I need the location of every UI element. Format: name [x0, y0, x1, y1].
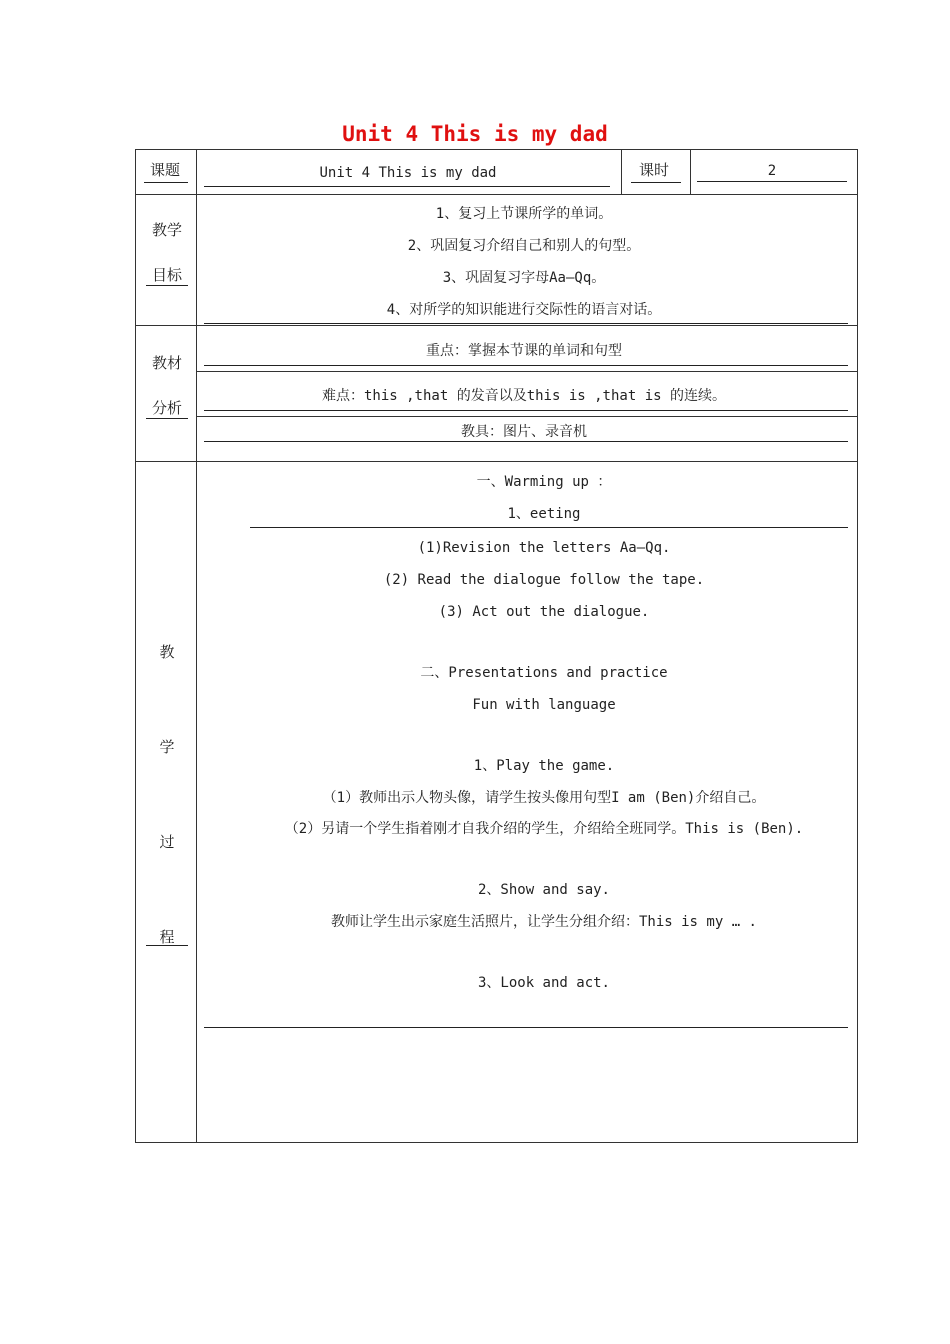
- process-line: 教师让学生出示家庭生活照片，让学生分组介绍：This is my … .: [330, 914, 757, 930]
- process-line: （1）教师出示人物头像，请学生按头像用句型I am (Ben)介绍自己。: [322, 790, 766, 806]
- period-value: 2: [767, 163, 777, 179]
- process-line: 1、eeting: [507, 506, 581, 522]
- row-separator: [135, 194, 857, 195]
- difficulty: 难点：this ,that 的发音以及this is ,that is 的连续。: [321, 388, 726, 404]
- warmup-underline: [250, 527, 848, 528]
- topic-label: 课题: [150, 161, 181, 179]
- process-line: （2）另请一个学生指着刚才自我介绍的学生，介绍给全班同学。This is (Ben).: [284, 821, 804, 837]
- objectives-underline: [204, 323, 848, 324]
- row-separator: [135, 461, 857, 462]
- process-label: 教: [159, 643, 175, 661]
- tools-underline: [204, 441, 848, 442]
- key-point: 重点：掌握本节课的单词和句型: [426, 343, 622, 359]
- header-divider-2: [690, 149, 691, 194]
- key-point-underline: [204, 365, 848, 366]
- period-label-underline: [631, 182, 681, 183]
- topic-value-underline: [204, 186, 610, 187]
- process-line: (1)Revision the letters Aa—Qq.: [417, 540, 671, 556]
- period-label: 课时: [639, 161, 670, 179]
- page-title: Unit 4 This is my dad: [342, 122, 608, 146]
- process-label-underline: [146, 945, 188, 946]
- objective-item: 2、巩固复习介绍自己和别人的句型。: [407, 238, 641, 254]
- objective-item: 3、巩固复习字母Aa—Qq。: [442, 270, 606, 286]
- analysis-label-2: 分析: [151, 399, 182, 417]
- process-label: 学: [159, 738, 175, 756]
- process-line: Fun with language: [472, 697, 616, 713]
- topic-label-underline: [144, 182, 188, 183]
- process-line: 3、Look and act.: [477, 975, 610, 991]
- teaching-tools: 教具：图片、录音机: [461, 424, 587, 440]
- difficulty-underline: [204, 410, 848, 411]
- analysis-label-1: 教材: [151, 354, 182, 372]
- row-separator: [135, 325, 857, 326]
- objectives-label-2: 目标: [151, 266, 182, 284]
- topic-value: Unit 4 This is my dad: [319, 165, 497, 181]
- process-label: 过: [159, 833, 175, 851]
- lesson-plan-table: [135, 149, 858, 1143]
- process-label: 程: [159, 928, 175, 946]
- process-line: (2) Read the dialogue follow the tape.: [383, 572, 705, 588]
- period-value-underline: [697, 181, 847, 182]
- objectives-label-1: 教学: [151, 221, 182, 239]
- analysis-label-underline: [146, 418, 188, 419]
- process-line: 1、Play the game.: [473, 758, 615, 774]
- process-underline: [204, 1027, 848, 1028]
- objective-item: 4、对所学的知识能进行交际性的语言对话。: [386, 302, 662, 318]
- row-separator: [196, 416, 857, 417]
- process-line: 一、Warming up ：: [476, 474, 612, 490]
- row-separator: [196, 371, 857, 372]
- process-line: 2、Show and say.: [477, 882, 610, 898]
- header-divider-1: [621, 149, 622, 194]
- objective-item: 1、复习上节课所学的单词。: [435, 206, 613, 222]
- process-line: (3) Act out the dialogue.: [438, 604, 650, 620]
- objectives-label-underline: [146, 285, 188, 286]
- process-line: 二、Presentations and practice: [420, 665, 668, 681]
